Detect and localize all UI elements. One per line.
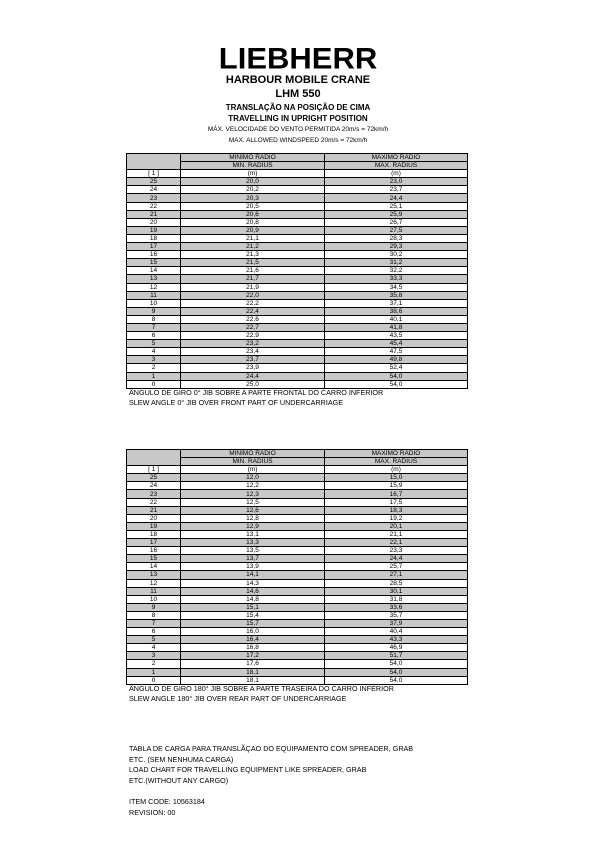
row-index-cell: 2 [127,364,181,372]
footer-note-en-1: LOAD CHART FOR TRAVELLING EQUIPMENT LIKE SPREADER, GRAB [129,765,367,774]
col-header-max-pt: MAXIMO RADIO [325,154,468,162]
table-row [127,251,468,259]
subtitle-pt: TRANSLAÇÃO NA POSIÇÃO DE CIMA [225,103,371,112]
max-radius-cell: 38,6 [325,307,468,315]
max-radius-cell: 24,4 [325,194,468,202]
table-row [127,514,468,522]
model-title: LHM 550 [275,88,321,100]
max-radius-cell: 19,2 [325,514,468,522]
min-radius-cell: 13,5 [181,547,325,555]
min-radius-cell: 20,0 [181,178,325,186]
min-radius-cell: 12,2 [181,482,325,490]
table-row [127,587,468,595]
row-index-cell: 22 [127,498,181,506]
table-row [127,259,468,267]
min-radius-cell: 20,6 [181,210,325,218]
min-radius-cell: 25,0 [181,380,325,388]
max-radius-cell: 15,0 [325,474,468,482]
table-row [127,547,468,555]
max-radius-cell: 37,1 [325,299,468,307]
row-index-cell: 25 [127,178,181,186]
max-radius-cell: 15,9 [325,482,468,490]
unit-row [127,466,468,474]
row-index-cell: 14 [127,267,181,275]
row-index-cell: 15 [127,555,181,563]
min-radius-cell: 18,1 [181,668,325,676]
min-radius-cell: 16,0 [181,628,325,636]
row-index-cell: 12 [127,283,181,291]
min-radius-cell: 12,9 [181,522,325,530]
row-index-cell: 16 [127,547,181,555]
table-row [127,579,468,587]
caption-front [129,388,383,408]
max-radius-cell: 25,1 [325,202,468,210]
max-radius-cell: 31,8 [325,595,468,603]
table-row [127,668,468,676]
min-radius-cell: 12,6 [181,506,325,514]
min-radius-cell: 16,4 [181,636,325,644]
row-index-cell: 3 [127,356,181,364]
min-radius-cell: 20,5 [181,202,325,210]
item-code: ITEM CODE: 10563184 [129,797,205,806]
row-index-cell: 20 [127,218,181,226]
max-radius-cell: 21,1 [325,530,468,538]
row-index-cell: 7 [127,619,181,627]
row-index-cell: 10 [127,595,181,603]
max-radius-cell: 33,3 [325,275,468,283]
row-index-cell: 0 [127,676,181,684]
load-table-front [126,153,468,389]
max-radius-cell: 23,0 [325,178,468,186]
caption-rear-en: SLEW ANGLE 180° JIB OVER REAR PART OF UNDERCARRIAGE [129,694,347,703]
min-radius-cell: 22,7 [181,323,325,331]
max-radius-cell: 30,1 [325,587,468,595]
col-header-min-pt: MINIMO RADIO [181,154,325,162]
table-row [127,202,468,210]
subtitle-en: TRAVELLING IN UPRIGHT POSITION [228,114,368,123]
row-index-cell: 25 [127,474,181,482]
min-radius-cell: 21,5 [181,259,325,267]
row-index-cell: 14 [127,563,181,571]
row-index-cell: 19 [127,226,181,234]
max-radius-cell: 25,7 [325,563,468,571]
row-index-cell: 0 [127,380,181,388]
row-index-cell: 9 [127,307,181,315]
min-radius-cell: 20,9 [181,226,325,234]
max-radius-cell: 45,4 [325,340,468,348]
row-index-cell: 19 [127,522,181,530]
row-index-cell: 17 [127,539,181,547]
table-row [127,226,468,234]
col-header-min-pt: MINIMO RADIO [181,450,325,458]
table-row [127,380,468,388]
row-index-cell: 6 [127,332,181,340]
max-radius-cell: 27,5 [325,226,468,234]
table-row [127,636,468,644]
max-radius-cell: 40,1 [325,315,468,323]
caption-front-pt: ÂNGULO DE GIRO 0° JIB SOBRE A PARTE FRONTAL DO CARRO INFERIOR [129,388,384,397]
row-index-cell: 1 [127,372,181,380]
max-radius-cell: 31,2 [325,259,468,267]
table-header-row [127,154,468,162]
table-row [127,571,468,579]
table-row [127,299,468,307]
table-row [127,619,468,627]
row-index-cell: 5 [127,636,181,644]
max-radius-cell: 34,5 [325,283,468,291]
min-radius-cell: 20,8 [181,218,325,226]
min-radius-cell: 21,6 [181,267,325,275]
min-radius-cell: 13,3 [181,539,325,547]
max-radius-cell: 23,7 [325,186,468,194]
max-radius-cell: 35,7 [325,611,468,619]
max-radius-cell: 25,9 [325,210,468,218]
caption-rear [129,684,394,704]
col-header-max-en: MAX. RADIUS [325,162,468,170]
row-index-cell: 4 [127,348,181,356]
table-row [127,676,468,684]
min-radius-cell: 13,1 [181,530,325,538]
table-row [127,267,468,275]
min-radius-cell: 14,8 [181,595,325,603]
row-index-cell: 2 [127,660,181,668]
table-row [127,372,468,380]
table-row [127,644,468,652]
max-radius-cell: 40,4 [325,628,468,636]
table-row [127,563,468,571]
table-row [127,348,468,356]
max-radius-cell: 28,3 [325,234,468,242]
table-row [127,498,468,506]
min-radius-cell: 17,2 [181,652,325,660]
min-radius-cell: 12,3 [181,490,325,498]
table-row [127,210,468,218]
max-radius-cell: 16,7 [325,490,468,498]
max-radius-cell: 47,5 [325,348,468,356]
min-radius-cell: 14,1 [181,571,325,579]
max-radius-cell: 43,5 [325,332,468,340]
table-row [127,194,468,202]
row-index-cell: 24 [127,482,181,490]
col-header-max-en: MAX. RADIUS [325,458,468,466]
row-index-cell: 9 [127,603,181,611]
max-radius-cell: 20,1 [325,522,468,530]
max-radius-cell: 54,0 [325,660,468,668]
unit-label: [ 1 ] [127,170,181,178]
min-radius-cell: 22,9 [181,332,325,340]
table-row [127,315,468,323]
table-row [127,275,468,283]
min-radius-cell: 23,7 [181,356,325,364]
max-radius-cell: 22,1 [325,539,468,547]
row-index-cell: 24 [127,186,181,194]
unit-max: (m) [325,466,468,474]
row-index-cell: 11 [127,291,181,299]
table-header-row [127,450,468,458]
unit-row [127,170,468,178]
table-row [127,652,468,660]
row-index-cell: 5 [127,340,181,348]
table-row [127,595,468,603]
table-row [127,364,468,372]
table-row [127,234,468,242]
table-row [127,243,468,251]
max-radius-cell: 33,6 [325,603,468,611]
min-radius-cell: 24,4 [181,372,325,380]
row-index-cell: 21 [127,506,181,514]
table-row [127,332,468,340]
row-index-cell: 18 [127,234,181,242]
min-radius-cell: 18,1 [181,676,325,684]
max-radius-cell: 26,7 [325,218,468,226]
liebherr-logo: LIEBHERR [218,41,378,76]
table-row [127,307,468,315]
row-index-cell: 13 [127,571,181,579]
row-index-cell: 23 [127,490,181,498]
max-radius-cell: 27,1 [325,571,468,579]
row-index-cell: 4 [127,644,181,652]
row-index-cell: 8 [127,315,181,323]
min-radius-cell: 21,1 [181,234,325,242]
caption-front-en: SLEW ANGLE 0° JIB OVER FRONT PART OF UNDERCARRIAGE [129,398,344,407]
table-row [127,539,468,547]
max-radius-cell: 37,9 [325,619,468,627]
table-row [127,490,468,498]
table-row [127,611,468,619]
table-row [127,218,468,226]
min-radius-cell: 21,3 [181,251,325,259]
max-radius-cell: 30,2 [325,251,468,259]
max-radius-cell: 35,8 [325,291,468,299]
row-index-cell: 15 [127,259,181,267]
table-row [127,482,468,490]
table-row [127,186,468,194]
load-table-rear [126,449,468,685]
max-radius-cell: 18,3 [325,506,468,514]
row-index-cell: 12 [127,579,181,587]
min-radius-cell: 15,1 [181,603,325,611]
row-index-cell: 13 [127,275,181,283]
max-radius-cell: 28,5 [325,579,468,587]
min-radius-cell: 20,3 [181,194,325,202]
min-radius-cell: 22,2 [181,299,325,307]
max-radius-cell: 46,9 [325,644,468,652]
row-index-cell: 23 [127,194,181,202]
max-radius-cell: 17,5 [325,498,468,506]
row-index-cell: 20 [127,514,181,522]
col-header-min-en: MIN. RADIUS [181,162,325,170]
table-row [127,555,468,563]
unit-label: [ 1 ] [127,466,181,474]
table-row [127,323,468,331]
revision: REVISION: 00 [129,808,176,817]
row-index-cell: 6 [127,628,181,636]
doc-title: HARBOUR MOBILE CRANE [225,74,371,86]
max-radius-cell: 49,8 [325,356,468,364]
table-row [127,178,468,186]
col-header-max-pt: MAXIMO RADIO [325,450,468,458]
row-index-cell: 8 [127,611,181,619]
min-radius-cell: 13,9 [181,563,325,571]
row-index-cell: 11 [127,587,181,595]
row-index-cell: 1 [127,668,181,676]
wind-note-en: MAX. ALLOWED WINDSPEED 20m/s = 72km/h [228,137,368,144]
min-radius-cell: 21,9 [181,283,325,291]
footer-note [129,744,413,786]
min-radius-cell: 15,4 [181,611,325,619]
max-radius-cell: 24,4 [325,555,468,563]
col-header-min-en: MIN. RADIUS [181,458,325,466]
max-radius-cell: 32,2 [325,267,468,275]
row-index-cell: 7 [127,323,181,331]
max-radius-cell: 54,0 [325,380,468,388]
row-index-cell: 18 [127,530,181,538]
table-row [127,660,468,668]
table-row [127,628,468,636]
max-radius-cell: 54,0 [325,676,468,684]
max-radius-cell: 54,0 [325,372,468,380]
max-radius-cell: 54,0 [325,668,468,676]
min-radius-cell: 21,7 [181,275,325,283]
min-radius-cell: 22,6 [181,315,325,323]
caption-rear-pt: ÂNGULO DE GIRO 180° JIB SOBRE A PARTE TRASEIRA DO CARRO INFERIOR [129,684,394,693]
unit-min: (m) [181,466,325,474]
table-row [127,291,468,299]
min-radius-cell: 12,8 [181,514,325,522]
max-radius-cell: 41,8 [325,323,468,331]
max-radius-cell: 51,7 [325,652,468,660]
row-index-cell: 10 [127,299,181,307]
min-radius-cell: 15,7 [181,619,325,627]
table-row [127,283,468,291]
min-radius-cell: 23,9 [181,364,325,372]
min-radius-cell: 21,2 [181,243,325,251]
min-radius-cell: 12,5 [181,498,325,506]
min-radius-cell: 12,0 [181,474,325,482]
row-index-cell: 3 [127,652,181,660]
footer-note-pt-1: TABLA DE CARGA PARA TRANSLÃÇAO DO EQUIPAMENTO COM SPREADER, GRAB [129,744,414,753]
table-row [127,530,468,538]
row-index-cell: 21 [127,210,181,218]
max-radius-cell: 43,3 [325,636,468,644]
min-radius-cell: 13,7 [181,555,325,563]
footer-note-en-2: ETC.(WITHOUT ANY CARGO) [129,775,229,785]
row-index-cell: 16 [127,251,181,259]
max-radius-cell: 23,3 [325,547,468,555]
min-radius-cell: 14,6 [181,587,325,595]
min-radius-cell: 20,2 [181,186,325,194]
max-radius-cell: 29,3 [325,243,468,251]
footer-note-pt-2: ETC. (SEM NENHUMA CARGA) [129,754,234,764]
min-radius-cell: 22,4 [181,307,325,315]
table-row [127,340,468,348]
table-row [127,474,468,482]
row-index-cell: 22 [127,202,181,210]
min-radius-cell: 22,0 [181,291,325,299]
min-radius-cell: 16,8 [181,644,325,652]
table-row [127,603,468,611]
min-radius-cell: 23,4 [181,348,325,356]
min-radius-cell: 17,6 [181,660,325,668]
table-row [127,356,468,364]
table-row [127,506,468,514]
unit-min: (m) [181,170,325,178]
table-row [127,522,468,530]
min-radius-cell: 14,3 [181,579,325,587]
unit-max: (m) [325,170,468,178]
min-radius-cell: 23,2 [181,340,325,348]
wind-note-pt: MÁX. VELOCIDADE DO VENTO PERMITIDA 20m/s = 72km/h [207,126,389,133]
max-radius-cell: 52,4 [325,364,468,372]
row-index-cell: 17 [127,243,181,251]
